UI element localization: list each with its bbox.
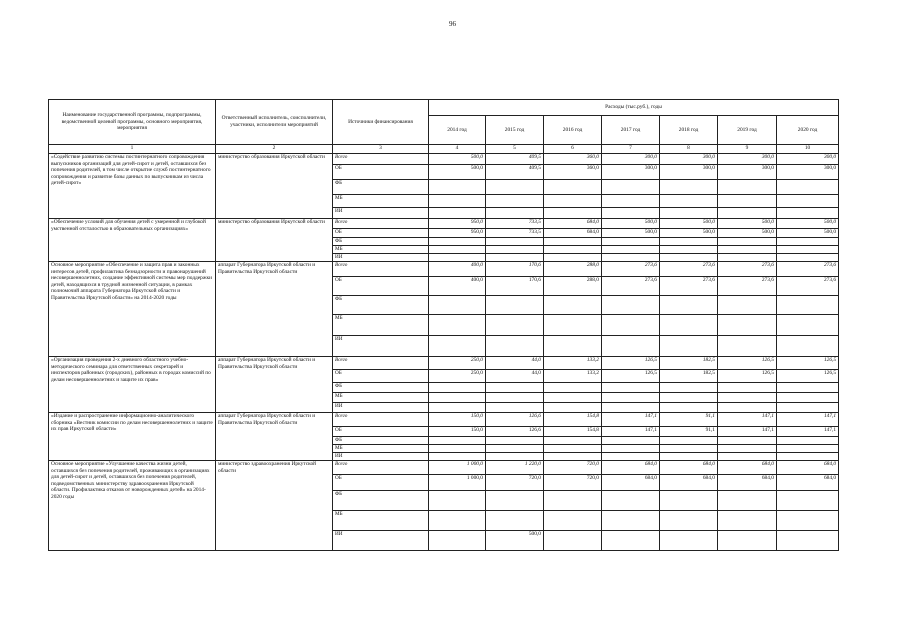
- budget-table: [48, 99, 839, 551]
- value-cell: [544, 445, 602, 453]
- value-cell: [429, 491, 486, 511]
- value-cell: [486, 336, 544, 357]
- value-cell: [660, 246, 718, 254]
- table-row: [49, 357, 839, 370]
- column-number: 3: [333, 145, 429, 154]
- value-cell: [660, 511, 718, 531]
- value-cell: 400,0: [429, 277, 486, 296]
- value-cell: [718, 238, 777, 246]
- funding-source-cell: ФБ: [333, 491, 429, 511]
- value-cell: [486, 445, 544, 453]
- funding-source-cell: ФБ: [333, 296, 429, 315]
- value-cell: 684,0: [544, 219, 602, 229]
- value-cell: [429, 383, 486, 393]
- value-cell: 288,0: [544, 277, 602, 296]
- funding-source-cell: МБ: [333, 511, 429, 531]
- value-cell: [718, 403, 777, 413]
- value-cell: 684,0: [544, 229, 602, 238]
- value-cell: [660, 393, 718, 403]
- funding-source-cell: МБ: [333, 445, 429, 453]
- column-number: 1: [49, 145, 216, 154]
- value-cell: [429, 254, 486, 262]
- funding-source-cell: ИИ: [333, 254, 429, 262]
- value-cell: [429, 445, 486, 453]
- value-cell: [486, 393, 544, 403]
- value-cell: [429, 315, 486, 336]
- value-cell: 684,0: [777, 461, 839, 475]
- value-cell: [718, 208, 777, 219]
- value-cell: 409,5: [486, 154, 544, 165]
- value-cell: [718, 246, 777, 254]
- value-cell: 720,0: [544, 475, 602, 491]
- value-cell: 126,5: [718, 357, 777, 370]
- value-cell: [777, 315, 839, 336]
- value-cell: [429, 393, 486, 403]
- value-cell: 684,0: [660, 475, 718, 491]
- column-number: 8: [660, 145, 718, 154]
- table-row: [49, 413, 839, 427]
- value-cell: [718, 254, 777, 262]
- value-cell: [429, 336, 486, 357]
- header-year: 2019 год: [718, 116, 777, 145]
- column-number: 10: [777, 145, 839, 154]
- value-cell: 133,2: [544, 357, 602, 370]
- value-cell: 147,1: [777, 413, 839, 427]
- value-cell: [544, 315, 602, 336]
- table-row: [49, 461, 839, 475]
- value-cell: 300,0: [777, 154, 839, 165]
- column-number: 4: [429, 145, 486, 154]
- value-cell: 500,0: [660, 229, 718, 238]
- value-cell: [429, 437, 486, 445]
- funding-source-cell: ФБ: [333, 238, 429, 246]
- value-cell: 500,0: [777, 229, 839, 238]
- value-cell: [544, 296, 602, 315]
- value-cell: 154,8: [544, 427, 602, 437]
- value-cell: 684,0: [777, 475, 839, 491]
- value-cell: [486, 180, 544, 195]
- value-cell: 150,0: [429, 427, 486, 437]
- value-cell: 950,0: [429, 229, 486, 238]
- value-cell: 91,1: [660, 427, 718, 437]
- value-cell: 300,0: [602, 165, 660, 180]
- value-cell: [718, 445, 777, 453]
- value-cell: [718, 531, 777, 551]
- value-cell: [429, 531, 486, 551]
- value-cell: [777, 403, 839, 413]
- value-cell: [429, 208, 486, 219]
- value-cell: [660, 453, 718, 461]
- value-cell: [777, 208, 839, 219]
- value-cell: 300,0: [718, 165, 777, 180]
- column-number: 7: [602, 145, 660, 154]
- funding-source-cell: МБ: [333, 195, 429, 208]
- value-cell: 273,6: [718, 277, 777, 296]
- value-cell: [718, 383, 777, 393]
- value-cell: 147,1: [602, 413, 660, 427]
- funding-source-cell: ОБ: [333, 229, 429, 238]
- value-cell: [429, 296, 486, 315]
- value-cell: [602, 453, 660, 461]
- value-cell: 500,0: [429, 154, 486, 165]
- table-row: [49, 154, 839, 165]
- value-cell: 273,6: [602, 262, 660, 277]
- value-cell: 684,0: [718, 475, 777, 491]
- value-cell: 150,0: [429, 413, 486, 427]
- funding-source-cell: ОБ: [333, 427, 429, 437]
- value-cell: [718, 315, 777, 336]
- value-cell: [777, 453, 839, 461]
- value-cell: [718, 511, 777, 531]
- value-cell: [660, 445, 718, 453]
- value-cell: 300,0: [718, 154, 777, 165]
- header-expenses: Расходы (тыс.руб.), годы: [429, 100, 839, 116]
- value-cell: [602, 511, 660, 531]
- funding-source-cell: ОБ: [333, 370, 429, 383]
- funding-source-cell: Всего: [333, 154, 429, 165]
- value-cell: [660, 531, 718, 551]
- value-cell: 147,1: [602, 427, 660, 437]
- header-source: Источники финансирования: [333, 100, 429, 145]
- value-cell: 126,5: [602, 357, 660, 370]
- header-year: 2016 год: [544, 116, 602, 145]
- value-cell: [777, 238, 839, 246]
- value-cell: 1 000,0: [429, 461, 486, 475]
- value-cell: 147,1: [718, 413, 777, 427]
- value-cell: [777, 383, 839, 393]
- value-cell: 684,0: [660, 461, 718, 475]
- funding-source-cell: ФБ: [333, 383, 429, 393]
- header-year: 2014 год: [429, 116, 486, 145]
- value-cell: [602, 238, 660, 246]
- value-cell: 1 000,0: [429, 475, 486, 491]
- funding-source-cell: МБ: [333, 315, 429, 336]
- value-cell: 1 220,0: [486, 461, 544, 475]
- value-cell: [544, 453, 602, 461]
- value-cell: 250,0: [429, 357, 486, 370]
- value-cell: [718, 393, 777, 403]
- value-cell: 182,5: [660, 370, 718, 383]
- executor-cell: министерство образования Иркутской области: [216, 219, 333, 262]
- value-cell: [777, 336, 839, 357]
- value-cell: [718, 336, 777, 357]
- funding-source-cell: ФБ: [333, 180, 429, 195]
- value-cell: [660, 195, 718, 208]
- value-cell: 500,0: [660, 219, 718, 229]
- value-cell: [544, 531, 602, 551]
- value-cell: [660, 180, 718, 195]
- header-year: 2017 год: [602, 116, 660, 145]
- value-cell: [486, 491, 544, 511]
- funding-source-cell: Всего: [333, 262, 429, 277]
- value-cell: 273,6: [777, 277, 839, 296]
- value-cell: 300,0: [602, 154, 660, 165]
- funding-source-cell: Всего: [333, 219, 429, 229]
- program-name-cell: Основное мероприятие «Улучшение качества жизни детей, оставшихся без попечения родителей, проживающих в организациях для детей-сирот и детей, оставшихся без попечения родителей, подведомственных министерству здравоохранения Иркутской области. Профилактика отказов от новорожденных детей» на 2014-2020 годы: [49, 461, 216, 551]
- value-cell: [777, 180, 839, 195]
- header-program: Наименование государственной программы, подпрограммы, ведомственной целевой программы, основного мероприятия, мероприятия: [49, 100, 216, 145]
- value-cell: [544, 254, 602, 262]
- value-cell: 684,0: [602, 475, 660, 491]
- value-cell: [777, 246, 839, 254]
- page-number: 96: [449, 20, 456, 28]
- value-cell: [486, 511, 544, 531]
- column-number: 5: [486, 145, 544, 154]
- value-cell: [777, 511, 839, 531]
- value-cell: [777, 445, 839, 453]
- value-cell: 147,1: [777, 427, 839, 437]
- value-cell: 170,6: [486, 262, 544, 277]
- value-cell: [718, 453, 777, 461]
- funding-source-cell: ОБ: [333, 277, 429, 296]
- value-cell: 720,0: [544, 461, 602, 475]
- value-cell: [544, 238, 602, 246]
- value-cell: 500,0: [602, 229, 660, 238]
- executor-cell: министерство образования Иркутской области: [216, 154, 333, 219]
- value-cell: [486, 254, 544, 262]
- value-cell: [544, 246, 602, 254]
- value-cell: [718, 296, 777, 315]
- value-cell: 684,0: [602, 461, 660, 475]
- table-row: [49, 262, 839, 277]
- value-cell: [602, 296, 660, 315]
- value-cell: 126,5: [777, 370, 839, 383]
- value-cell: 500,0: [718, 229, 777, 238]
- value-cell: 126,5: [718, 370, 777, 383]
- value-cell: 720,0: [486, 475, 544, 491]
- value-cell: [660, 437, 718, 445]
- executor-cell: аппарат Губернатора Иркутской области и Правительства Иркутской области: [216, 357, 333, 413]
- value-cell: [429, 453, 486, 461]
- program-name-cell: «Издание и распространение информационно-аналитического сборника «Вестник комиссии по делам несовершеннолетних и защите их прав Иркутской области»: [49, 413, 216, 461]
- value-cell: [602, 315, 660, 336]
- header-year: 2015 год: [486, 116, 544, 145]
- value-cell: 288,0: [544, 262, 602, 277]
- value-cell: [486, 208, 544, 219]
- value-cell: [777, 195, 839, 208]
- value-cell: [602, 491, 660, 511]
- value-cell: [602, 208, 660, 219]
- value-cell: 300,0: [660, 165, 718, 180]
- value-cell: [429, 195, 486, 208]
- value-cell: 500,0: [718, 219, 777, 229]
- value-cell: 170,6: [486, 277, 544, 296]
- value-cell: [544, 393, 602, 403]
- value-cell: 360,0: [544, 165, 602, 180]
- value-cell: [486, 246, 544, 254]
- value-cell: [718, 491, 777, 511]
- value-cell: [777, 296, 839, 315]
- column-number: 6: [544, 145, 602, 154]
- value-cell: 91,1: [660, 413, 718, 427]
- value-cell: [602, 393, 660, 403]
- funding-source-cell: Всего: [333, 357, 429, 370]
- funding-source-cell: ОБ: [333, 165, 429, 180]
- value-cell: 273,6: [660, 262, 718, 277]
- executor-cell: министерство здравоохранения Иркутской области: [216, 461, 333, 551]
- value-cell: [544, 383, 602, 393]
- executor-cell: аппарат Губернатора Иркутской области и Правительства Иркутской области: [216, 262, 333, 357]
- value-cell: [777, 491, 839, 511]
- value-cell: [660, 403, 718, 413]
- value-cell: 250,0: [429, 370, 486, 383]
- value-cell: [544, 180, 602, 195]
- value-cell: [486, 315, 544, 336]
- value-cell: [486, 296, 544, 315]
- value-cell: [544, 511, 602, 531]
- value-cell: 126,5: [777, 357, 839, 370]
- value-cell: [602, 336, 660, 357]
- value-cell: [777, 531, 839, 551]
- value-cell: [602, 531, 660, 551]
- value-cell: 133,2: [544, 370, 602, 383]
- value-cell: 273,6: [777, 262, 839, 277]
- program-name-cell: Основное мероприятие «Обеспечение и защита прав и законных интересов детей, профилактика безнадзорности и правонарушений несовершеннолетних, создание эффективной системы мер поддержки детей, находящихся в трудной жизненной ситуации, в рамках полномочий аппарата Губернатора Иркутской области и Правительства Иркутской области» на 2014-2020 годы: [49, 262, 216, 357]
- value-cell: 500,0: [429, 165, 486, 180]
- value-cell: [602, 180, 660, 195]
- value-cell: 273,6: [660, 277, 718, 296]
- value-cell: 44,0: [486, 370, 544, 383]
- header-executor: Ответственный исполнитель, соисполнители, участники, исполнители мероприятий: [216, 100, 333, 145]
- value-cell: [660, 315, 718, 336]
- value-cell: [429, 246, 486, 254]
- value-cell: [486, 195, 544, 208]
- value-cell: [544, 208, 602, 219]
- value-cell: 684,0: [718, 461, 777, 475]
- value-cell: [486, 238, 544, 246]
- value-cell: 400,0: [429, 262, 486, 277]
- value-cell: [660, 208, 718, 219]
- value-cell: [429, 511, 486, 531]
- value-cell: [660, 383, 718, 393]
- value-cell: 154,8: [544, 413, 602, 427]
- value-cell: 950,0: [429, 219, 486, 229]
- funding-source-cell: ИИ: [333, 336, 429, 357]
- value-cell: 273,6: [602, 277, 660, 296]
- value-cell: [486, 437, 544, 445]
- value-cell: 182,5: [660, 357, 718, 370]
- value-cell: [544, 336, 602, 357]
- value-cell: [777, 437, 839, 445]
- funding-source-cell: Всего: [333, 461, 429, 475]
- value-cell: [660, 491, 718, 511]
- value-cell: [602, 195, 660, 208]
- value-cell: [602, 254, 660, 262]
- value-cell: [777, 393, 839, 403]
- value-cell: [429, 238, 486, 246]
- value-cell: 126,6: [486, 413, 544, 427]
- value-cell: [602, 437, 660, 445]
- value-cell: [544, 195, 602, 208]
- program-name-cell: «Содействие развитию системы постинтернатного сопровождения выпускников организаций для детей-сирот и детей, оставшихся без попечения родителей, в том числе открытие служб постинтернатного сопровождения и развитие базы данных по выпускникам из числа детей-сирот»: [49, 154, 216, 219]
- value-cell: [602, 403, 660, 413]
- column-number: 9: [718, 145, 777, 154]
- value-cell: 300,0: [660, 154, 718, 165]
- value-cell: 126,6: [486, 427, 544, 437]
- value-cell: [660, 238, 718, 246]
- value-cell: [660, 296, 718, 315]
- funding-source-cell: ОБ: [333, 475, 429, 491]
- value-cell: [777, 254, 839, 262]
- value-cell: [429, 180, 486, 195]
- value-cell: [660, 336, 718, 357]
- value-cell: [544, 491, 602, 511]
- value-cell: 300,0: [777, 165, 839, 180]
- value-cell: [718, 437, 777, 445]
- funding-source-cell: ИИ: [333, 531, 429, 551]
- value-cell: [486, 403, 544, 413]
- value-cell: [544, 437, 602, 445]
- column-number: 2: [216, 145, 333, 154]
- value-cell: 500,0: [602, 219, 660, 229]
- executor-cell: аппарат Губернатора Иркутской области и Правительства Иркутской области: [216, 413, 333, 461]
- header-year: 2020 год: [777, 116, 839, 145]
- value-cell: [660, 254, 718, 262]
- value-cell: 409,5: [486, 165, 544, 180]
- funding-source-cell: МБ: [333, 246, 429, 254]
- table-row: [49, 219, 839, 229]
- value-cell: 273,6: [718, 262, 777, 277]
- value-cell: [602, 246, 660, 254]
- program-name-cell: «Обеспечение условий для обучения детей с умеренной и глубокой умственной отсталостью в образовательных организациях»: [49, 219, 216, 262]
- funding-source-cell: ФБ: [333, 437, 429, 445]
- value-cell: [602, 445, 660, 453]
- funding-source-cell: ИИ: [333, 403, 429, 413]
- value-cell: [544, 403, 602, 413]
- value-cell: [486, 453, 544, 461]
- value-cell: 44,0: [486, 357, 544, 370]
- value-cell: [602, 383, 660, 393]
- funding-source-cell: МБ: [333, 393, 429, 403]
- funding-source-cell: Всего: [333, 413, 429, 427]
- program-name-cell: «Организация проведения 2-х дневного областного учебно-методического семинара для ответственных секретарей и инспекторов районных (городских), районных в городах комиссий по делам несовершеннолетних и защите их прав»: [49, 357, 216, 413]
- value-cell: [429, 403, 486, 413]
- value-cell: 360,0: [544, 154, 602, 165]
- value-cell: [718, 180, 777, 195]
- funding-source-cell: ИИ: [333, 453, 429, 461]
- value-cell: 500,0: [486, 531, 544, 551]
- value-cell: 733,5: [486, 219, 544, 229]
- value-cell: 733,5: [486, 229, 544, 238]
- header-year: 2018 год: [660, 116, 718, 145]
- value-cell: 147,1: [718, 427, 777, 437]
- value-cell: 126,5: [602, 370, 660, 383]
- funding-source-cell: ИИ: [333, 208, 429, 219]
- value-cell: 500,0: [777, 219, 839, 229]
- value-cell: [718, 195, 777, 208]
- value-cell: [486, 383, 544, 393]
